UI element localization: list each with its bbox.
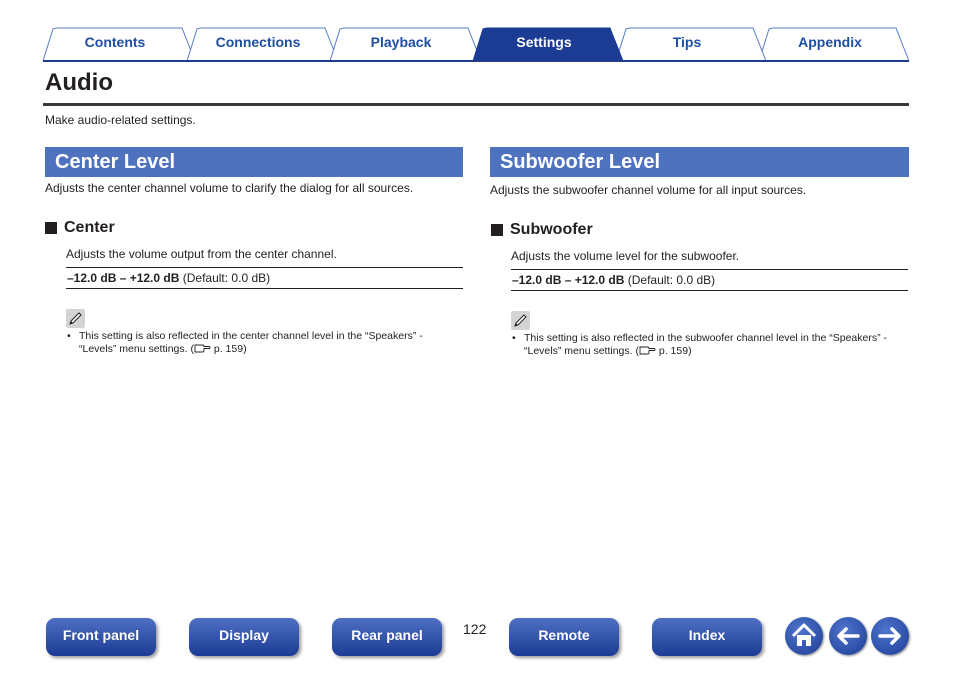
center-note [67, 330, 467, 356]
subheading-subwoofer-label: Subwoofer [510, 221, 593, 238]
rear-panel-button[interactable]: Rear panel [332, 618, 442, 656]
back-button[interactable] [829, 617, 867, 655]
center-note-line2b[interactable]: p. 159) [210, 343, 247, 355]
subwoofer-note [512, 332, 910, 358]
center-range-default: (Default: 0.0 dB) [182, 271, 271, 285]
arrow-right-icon [871, 617, 909, 655]
center-range-box [66, 267, 463, 289]
tab-shapes [0, 0, 954, 64]
top-navigation [0, 0, 954, 64]
title-divider [43, 103, 909, 106]
center-note-line1: This setting is also reflected in the center channel level in the “Speakers” - [79, 330, 423, 342]
square-bullet-icon [45, 222, 57, 234]
page-title: Audio [45, 69, 113, 96]
center-range-value: –12.0 dB – +12.0 dB [67, 271, 180, 285]
tab-playback[interactable]: Playback [370, 34, 432, 50]
pencil-note-icon [66, 309, 85, 328]
center-note-line2a: “Levels” menu settings. ( [79, 343, 194, 355]
subwoofer-note-line2b[interactable]: p. 159) [655, 345, 692, 357]
front-panel-button[interactable]: Front panel [46, 618, 156, 656]
pencil-note-icon [511, 311, 530, 330]
page-intro: Make audio-related settings. [45, 113, 196, 127]
index-button[interactable]: Index [652, 618, 762, 656]
subwoofer-range-value: –12.0 dB – +12.0 dB [512, 273, 625, 287]
tab-divider [43, 60, 909, 62]
page-number: 122 [463, 621, 487, 637]
subheading-center [45, 219, 115, 237]
section-heading-subwoofer-level: Subwoofer Level [490, 147, 909, 177]
pointing-hand-icon [639, 345, 656, 355]
tab-connections[interactable]: Connections [215, 34, 301, 50]
arrow-left-icon [829, 617, 867, 655]
forward-button[interactable] [871, 617, 909, 655]
subheading-center-label: Center [64, 219, 115, 236]
section-description-center-level: Adjusts the center channel volume to clarify the dialog for all sources. [45, 181, 414, 195]
tab-appendix[interactable]: Appendix [798, 34, 862, 50]
note-bullet: • [512, 332, 516, 344]
section-description-subwoofer-level: Adjusts the subwoofer channel volume for all input sources. [490, 183, 807, 197]
square-bullet-icon [491, 224, 503, 236]
pointing-hand-icon [194, 343, 211, 353]
tab-contents[interactable]: Contents [84, 34, 146, 50]
note-bullet: • [67, 330, 71, 342]
home-button[interactable] [785, 617, 823, 655]
subwoofer-note-line1: This setting is also reflected in the subwoofer channel level in the “Speakers” - [524, 332, 888, 344]
subheading-subwoofer-description: Adjusts the volume level for the subwoofer. [511, 249, 740, 263]
subwoofer-range-default: (Default: 0.0 dB) [627, 273, 716, 287]
subheading-subwoofer [491, 221, 593, 239]
subwoofer-range-box [511, 269, 908, 291]
home-icon [785, 617, 823, 655]
remote-button[interactable]: Remote [509, 618, 619, 656]
subwoofer-note-line2a: “Levels” menu settings. ( [524, 345, 639, 357]
tab-tips[interactable]: Tips [672, 34, 702, 50]
display-button[interactable]: Display [189, 618, 299, 656]
subheading-center-description: Adjusts the volume output from the center channel. [66, 247, 337, 261]
tab-settings[interactable]: Settings [516, 34, 572, 50]
section-heading-center-level: Center Level [45, 147, 463, 177]
